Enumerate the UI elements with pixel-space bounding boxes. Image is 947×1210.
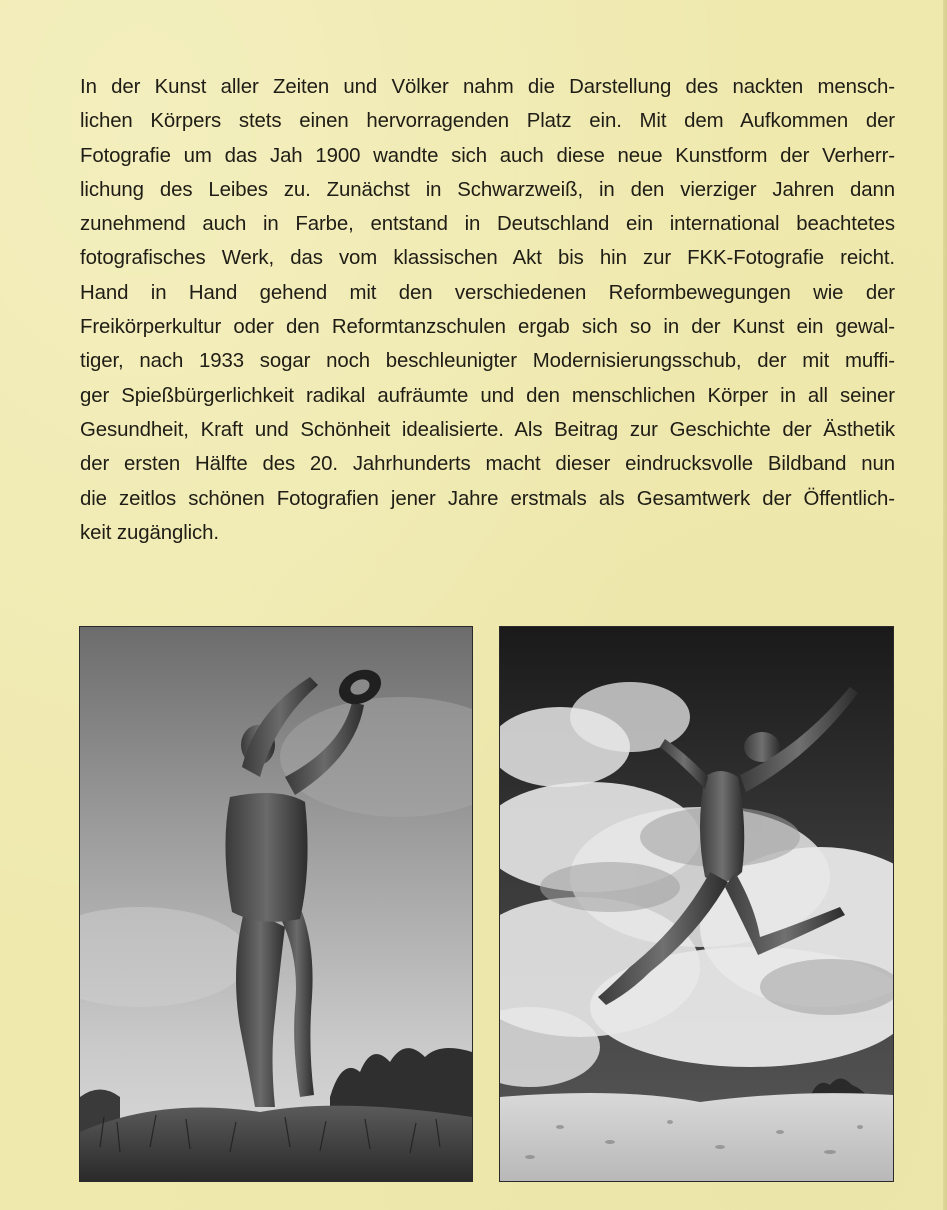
blurb-line: lichung des Leibes zu. Zunächst in Schwarzweiß, in den vierziger Jahren dann bbox=[80, 178, 895, 201]
blurb-line: Hand in Hand gehend mit den verschiedenen Reformbewegungen wie der bbox=[80, 281, 895, 304]
blurb-text bbox=[80, 70, 895, 550]
blurb-line: Gesundheit, Kraft und Schönheit idealisierte. Als Beitrag zur Geschichte der Ästhetik bbox=[80, 418, 895, 441]
blurb-line: Fotografie um das Jah 1900 wandte sich auch diese neue Kunstform der Verherr- bbox=[80, 144, 895, 167]
blurb-line: tiger, nach 1933 sogar noch beschleunigter Modernisierungsschub, der mit muffi- bbox=[80, 350, 895, 373]
blurb-line: zunehmend auch in Farbe, entstand in Deutschland ein international beachtetes bbox=[80, 213, 895, 236]
blurb-line: keit zugänglich. bbox=[80, 521, 219, 544]
photo-leaping-dancer-image bbox=[500, 627, 893, 1181]
blurb-line: lichen Körpers stets einen hervorragenden Platz ein. Mit dem Aufkommen der bbox=[80, 110, 895, 133]
blurb-line: die zeitlos schönen Fotografien jener Jahre erstmals als Gesamtwerk der Öffentlich- bbox=[80, 487, 895, 510]
photo-discus-thrower-image bbox=[80, 627, 472, 1181]
blurb-line: der ersten Hälfte des 20. Jahrhunderts macht dieser eindrucksvolle Bildband nun bbox=[80, 453, 895, 476]
photo-discus-thrower bbox=[80, 627, 472, 1181]
photo-leaping-dancer bbox=[500, 627, 893, 1181]
blurb-line: fotografisches Werk, das vom klassischen Akt bis hin zur FKK-Fotografie reicht. bbox=[80, 247, 895, 270]
blurb-line: Freikörperkultur oder den Reformtanzschulen ergab sich so in der Kunst ein gewal- bbox=[80, 316, 895, 339]
blurb-line: In der Kunst aller Zeiten und Völker nahm die Darstellung des nackten mensch- bbox=[80, 76, 895, 98]
cover-edge bbox=[943, 0, 947, 1210]
blurb-line: ger Spießbürgerlichkeit radikal aufräumte und den menschlichen Körper in all seiner bbox=[80, 384, 895, 407]
